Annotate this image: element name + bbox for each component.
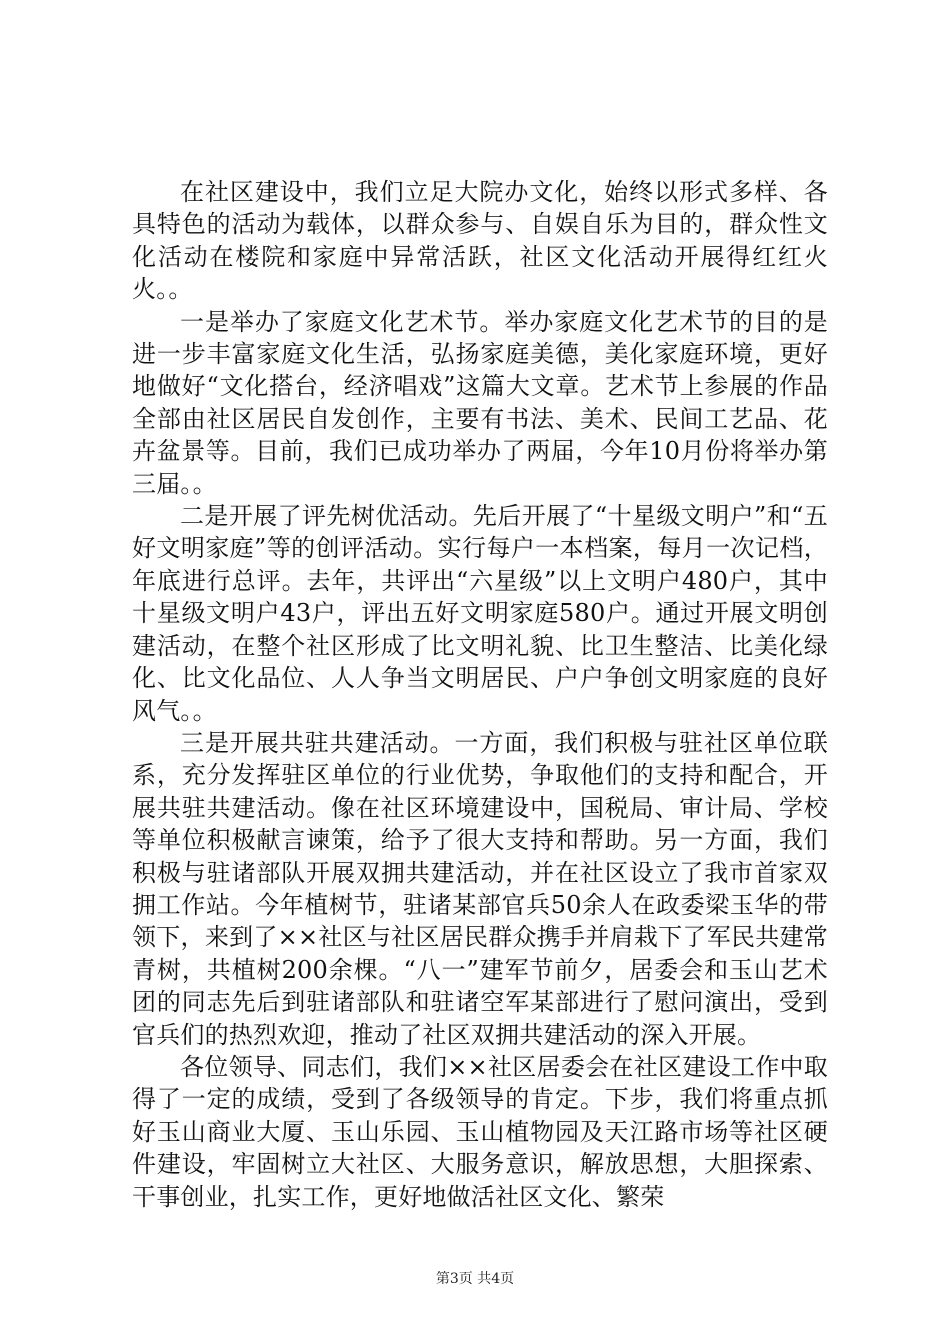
paragraph-closing: 各位领导、同志们，我们××社区居委会在社区建设工作中取得了一定的成绩，受到了各级领导的肯定。下步，我们将重点抓好玉山商业大厦、玉山乐园、玉山植物园及天江路市场等社区硬件建设，牢固树立大社区、大服务意识，解放思想，大胆探索、干事创业，扎实工作，更好地做活社区文化、繁荣 [132,1052,828,1211]
paragraph-model-selection: 二是开展了评先树优活动。先后开展了“十星级文明户”和“五好文明家庭”等的创评活动。实行每户一本档案，每月一次记档，年底进行总评。去年，共评出“六星级”以上文明户480户，其中十星级文明户43户，评出五好文明家庭580户。通过开展文明创建活动，在整个社区形成了比文明礼貌、比卫生整洁、比美化绿化、比文化品位、人人争当文明居民、户户争创文明家庭的良好风气。。 [132,502,828,725]
paragraph-intro: 在社区建设中，我们立足大院办文化，始终以形式多样、各具特色的活动为载体，以群众参与、自娱自乐为目的，群众性文化活动在楼院和家庭中异常活跃，社区文化活动开展得红红火火。。 [132,178,828,304]
document-body [132,176,828,1213]
paragraph-family-art-festival: 一是举办了家庭文化艺术节。举办家庭文化艺术节的目的是进一步丰富家庭文化生活，弘扬家庭美德，美化家庭环境，更好地做好“文化搭台，经济唱戏”这篇大文章。艺术节上参展的作品全部由社区居民自发创作，主要有书法、美术、民间工艺品、花卉盆景等。目前，我们已成功举办了两届，今年10月份将举办第三届。。 [132,307,828,498]
page-footer [0,1268,950,1288]
page-number-label: 第3页 共4页 [435,1271,515,1287]
paragraph-joint-building: 三是开展共驻共建活动。一方面，我们积极与驻社区单位联系，充分发挥驻区单位的行业优势，争取他们的支持和配合，开展共驻共建活动。像在社区环境建设中，国税局、审计局、学校等单位积极献言谏策，给予了很大支持和帮助。另一方面，我们积极与驻诸部队开展双拥共建活动，并在社区设立了我市首家双拥工作站。今年植树节，驻诸某部官兵50余人在政委梁玉华的带领下，来到了××社区与社区居民群众携手并肩栽下了军民共建常青树，共植树200余棵。“八一”建军节前夕，居委会和玉山艺术团的同志先后到驻诸部队和驻诸空军某部进行了慰问演出，受到官兵们的热烈欢迎，推动了社区双拥共建活动的深入开展。 [132,728,828,1049]
